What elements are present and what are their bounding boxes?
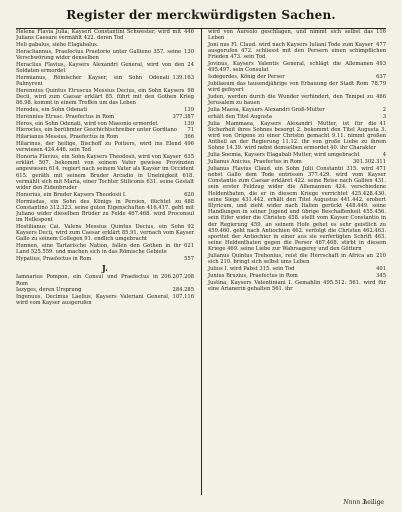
entry-page-ref: 3	[382, 113, 386, 120]
entry-page-ref: 635	[184, 153, 194, 160]
register-entry	[16, 274, 194, 286]
entry-text: wird von Aureolo geschlagen, und nimmt sich selbst das Leben	[208, 29, 374, 42]
register-entry	[208, 74, 386, 80]
register-entry	[208, 114, 386, 120]
entry-text: Hilarianus Messius, Praefectus in Rom	[16, 134, 119, 141]
entry-page-ref: 71	[187, 127, 194, 134]
entry-text: Julianus Quintus Trebonius, reist die Herrschaft in Africa an sich 210. bringt sich selbst ums Leben	[208, 253, 374, 266]
entry-page-ref: 4	[382, 152, 386, 159]
column-divider	[201, 29, 202, 495]
entry-text: Ingenuus, Decimus Laelius, Kaysers Valeriani General, wird vom Kayser ausgerufen	[16, 294, 170, 307]
entry-text: Hostilianus Cai. Valens Messius Quintus Decius, ein Sohn Kaysers Decii, wird zum Caesar erklärt 85.91. vernach vom Kayser Gallo zu seinem Collegen 91. endlich umgebracht	[16, 224, 194, 243]
entry-page-ref: 345	[376, 273, 386, 280]
entry-text: Herennius Etrusc. Praefectus in Rom	[16, 113, 115, 120]
entry-text: Hilarinus, der heilige, Bischoff zu Poitiers, wird ins Elend verwiesen 424.446. sein Tod	[16, 140, 182, 154]
register-entry	[208, 152, 386, 158]
register-entry	[16, 141, 194, 153]
register-entry	[208, 273, 386, 279]
entry-text: Joni nus Fl. Claud. wird nach Kaysers Iuliani Tode zum Kayser ausgerufen 472. schliesst mit den Persern einen schimpflichen Frieden 473. sein Tod	[208, 42, 386, 61]
entry-page-ref: 139.163	[172, 74, 194, 81]
entry-page-ref: 620	[184, 191, 194, 198]
entry-text: Heraclius Flavius, Kaysers Alexandri General, wird von den Soldaten ermordet	[16, 61, 185, 74]
left-column	[16, 29, 200, 495]
entry-text: Julius I. wird Pabst 315. sein Tod	[208, 266, 295, 273]
register-entry	[16, 29, 194, 41]
entry-page-ref: 366	[184, 134, 194, 141]
register-entry	[16, 62, 194, 74]
entry-page-ref: 2	[382, 107, 386, 113]
entry-text: Heros, ein Sohn Odenati, wird von Maeonio ermordet	[16, 120, 158, 127]
entry-page-ref: 210	[376, 253, 386, 260]
entry-text: Julia Maesa, Kaysers Alexandri Groß-Mutter	[208, 107, 325, 113]
register-entry	[16, 134, 194, 140]
entry-page-ref: 493	[376, 61, 386, 68]
entry-page-ref: 116	[376, 29, 386, 35]
entry-page-ref: 557	[184, 256, 194, 263]
entry-text: erhält den Titel Augusta	[208, 113, 272, 120]
entry-text: Hormisdas, ein Sohn des Königs in Persien, flüchtet zu Constantino 312.323. seine guten Eigenschaften 416.417. geht mit Juliano wider dieselben Brüder zu Felde 467.468. wird Proconsul im Hellespont	[16, 198, 194, 224]
entry-page-ref: 78.79	[371, 81, 386, 87]
entry-text: Herennius Quintus Etruscus Messius Decius, ein Sohn Kaysers Decii, wird zum Caesar erklärt 85. führt mit den Gothen Krieg 86.98. kommt in einem Treffen um das Leben	[16, 87, 194, 107]
entry-page-ref: 24	[187, 61, 194, 68]
section-letter: J.	[102, 263, 108, 274]
entry-page-ref: 477	[376, 42, 386, 48]
signature-mark: Nnnn 3	[343, 499, 366, 506]
entry-text: Helena Flavia Julia, Kayserl Constantini Schwester, wird mit Julians Caesare vermählt 422. deren Tod	[16, 29, 182, 42]
entry-text: Heracliannus, Praefectus Praetorio unter Gallieno 357. seine Verschwörung wider denselben	[16, 48, 182, 61]
entry-page-ref: 488	[184, 198, 194, 205]
register-entry	[16, 224, 194, 243]
entry-page-ref: 206.207.208	[160, 274, 194, 281]
register-entry	[16, 256, 194, 262]
register-entry	[16, 114, 194, 120]
entry-text: Heli gabalus, siehe Elagabalus.	[16, 42, 99, 48]
entry-text: Julia Soemia, Kaysers Elagabali Mutter, wird umgebracht	[208, 152, 360, 159]
register-entry	[208, 266, 386, 272]
entry-text: Julia Mammaea, Kaysers Alexandri Mutter, ist für die Sicherheit ihres Sohnes besorgt 2. bekommt den Titel Augusta 3. wird von Origene zu einer Christin gemacht 9.11. nimmt großen Antheil an der Regierung 11.12. ihr von große Liebe zu ihrem Sohne 14.39. wird nebst demselben ermordet 40. ihr Charakter	[208, 120, 386, 152]
register-entry	[16, 154, 194, 191]
page-title: Register der merckwürdigsten Sachen.	[66, 8, 336, 22]
entry-page-ref: 139	[184, 107, 194, 113]
entry-text: Jubilaeum das tausendjährige von Erbauung der Stadt Rom wird gefeyert	[208, 81, 369, 94]
register-entry	[16, 192, 194, 198]
entry-page-ref: 284.285	[172, 287, 194, 294]
register-entry	[16, 121, 194, 127]
register-entry	[208, 280, 386, 292]
entry-page-ref: 301.302.311	[352, 159, 386, 165]
entry-text: Honorius, ein Bruder Kaysers Theodosii I.	[16, 191, 127, 198]
entry-text: Junius Bruzius, Praefectus in Rom	[208, 273, 298, 280]
register-entry	[16, 42, 194, 48]
entry-page-ref: 401	[376, 266, 386, 273]
entry-text: Justina, Kaysers Valentiniani I. Gemahlin 495.512. 561. wird für eine Arianerin gehalten 561. ihr	[208, 279, 386, 293]
entry-page-ref: 107.116	[172, 294, 194, 301]
register-entry	[16, 107, 194, 113]
entry-page-ref: 621	[184, 243, 194, 250]
entry-text: Hierocles, ein berühmter Geschichtschreiber unter Gordiano	[16, 127, 177, 134]
register-entry	[208, 94, 386, 106]
entry-page-ref: 92	[187, 224, 194, 230]
entry-page-ref: 41	[379, 120, 386, 127]
register-entry	[16, 243, 194, 255]
entry-page-ref: 496	[184, 140, 194, 147]
entry-text: Hunnen, eine Tartarische Nation, fallen den Gothen in ihr Land 525.559. und machen sich in das Römische Gebiete	[16, 243, 182, 256]
entry-page-ref: 446	[184, 29, 194, 35]
entry-text: Julianus Anicius, Praefectus in Rom	[208, 159, 302, 165]
entry-page-ref: 139	[184, 120, 194, 127]
entry-text: Herodes, ein Sohn Odenati	[16, 107, 88, 113]
register-columns	[16, 29, 386, 495]
register-entry	[16, 199, 194, 224]
entry-text: Julianus Flavius Claud. ein Sohn Julii Constantii 315. wird nebst Gallo dem Tode entrissen 377.429. wird vom Kayser Constantio zum Caesar erkläret 422. seine Reise nach Gallien 431. sein erster Feldzug wider die Allemannen 424. verschiedene Heldenthaten, die er in diesem Kriege verrichtet 425.428.430. seine Siege 431.442. erhält den Titel Augustus 441.442. erobert Illyricum, und zieht wider nach Italien gerückt 448.449. seine Handlungen in seiner Jugend und übrige Beschaffenheit 455.456. sein Eifer wider die Christen 458. stellt vom Kayser Constantio in der Regierung 459. an seinem Hofe gehet es sehr geistlich zu 459.460. geht nach Antiochien 462. verfolgt die Christen 462.463. sporttet der Antiochier in einer aus sie verfertigten Schrift 463. seine Heldenthaten gegen die Perser 467.468. stirbt in diesem Kriege 469. seine Liebe zur Wahrsagerey und den Göttern	[208, 165, 386, 253]
register-entry	[208, 253, 386, 265]
register-entry	[16, 75, 194, 87]
entry-text: Iazyges, deren Ursprung	[16, 287, 82, 294]
register-entry	[208, 29, 386, 41]
register-entry	[16, 49, 194, 61]
entry-page-ref: 637	[376, 74, 386, 81]
register-entry	[208, 61, 386, 73]
entry-text: Hermianus, Römischer Kayser, ein Sohn Odenati Palmyreni	[16, 74, 170, 87]
entry-page-ref: 471	[376, 165, 386, 172]
entry-page-ref: 130	[184, 48, 194, 55]
register-entry	[208, 166, 386, 253]
entry-page-ref: 377.387	[172, 113, 194, 120]
entry-text: Isdegerdes, König der Perser	[208, 74, 285, 81]
entry-text: Honoria Flavius, ein Sohn Kaysers Theodosii, wird von Kayser erklärt 507. bekommt von seinem Vater gewisse Provinzien angewiesen 614. regiert nach seinem Vater als Kayser im Occident 615. geräth mit seinem Bruder Arcadio in Uneinigkeit 618. vermählt sich mit Maria, einer Tochter Stiliconis 631. seine Gestalt wider den Eidenbruder	[16, 153, 194, 191]
register-entry	[16, 88, 194, 107]
register-entry	[208, 121, 386, 152]
register-entry	[16, 287, 194, 293]
entry-text: Jovinus, Kaysers Valentis General, schlägt die Allemanen 495.497. sein Consulat	[208, 61, 374, 74]
entry-page-ref: 98	[187, 87, 194, 94]
register-entry	[16, 127, 194, 133]
register-entry	[208, 42, 386, 61]
register-entry	[208, 159, 386, 165]
entry-text: Hypatius, Praefectus in Rom	[16, 256, 92, 263]
entry-page-ref: 466	[376, 94, 386, 100]
register-entry	[16, 294, 194, 306]
catchword: heilige	[363, 499, 384, 506]
register-entry	[208, 81, 386, 93]
entry-text: Iamnarius Pompon, ein Consul und Praefectus in Rom	[16, 274, 158, 287]
register-entry	[208, 107, 386, 113]
entry-text: Juden, werden durch die Wunder verhindert, den Tempel zu Jerusalem zu bauen	[208, 94, 374, 107]
right-column	[202, 29, 386, 495]
